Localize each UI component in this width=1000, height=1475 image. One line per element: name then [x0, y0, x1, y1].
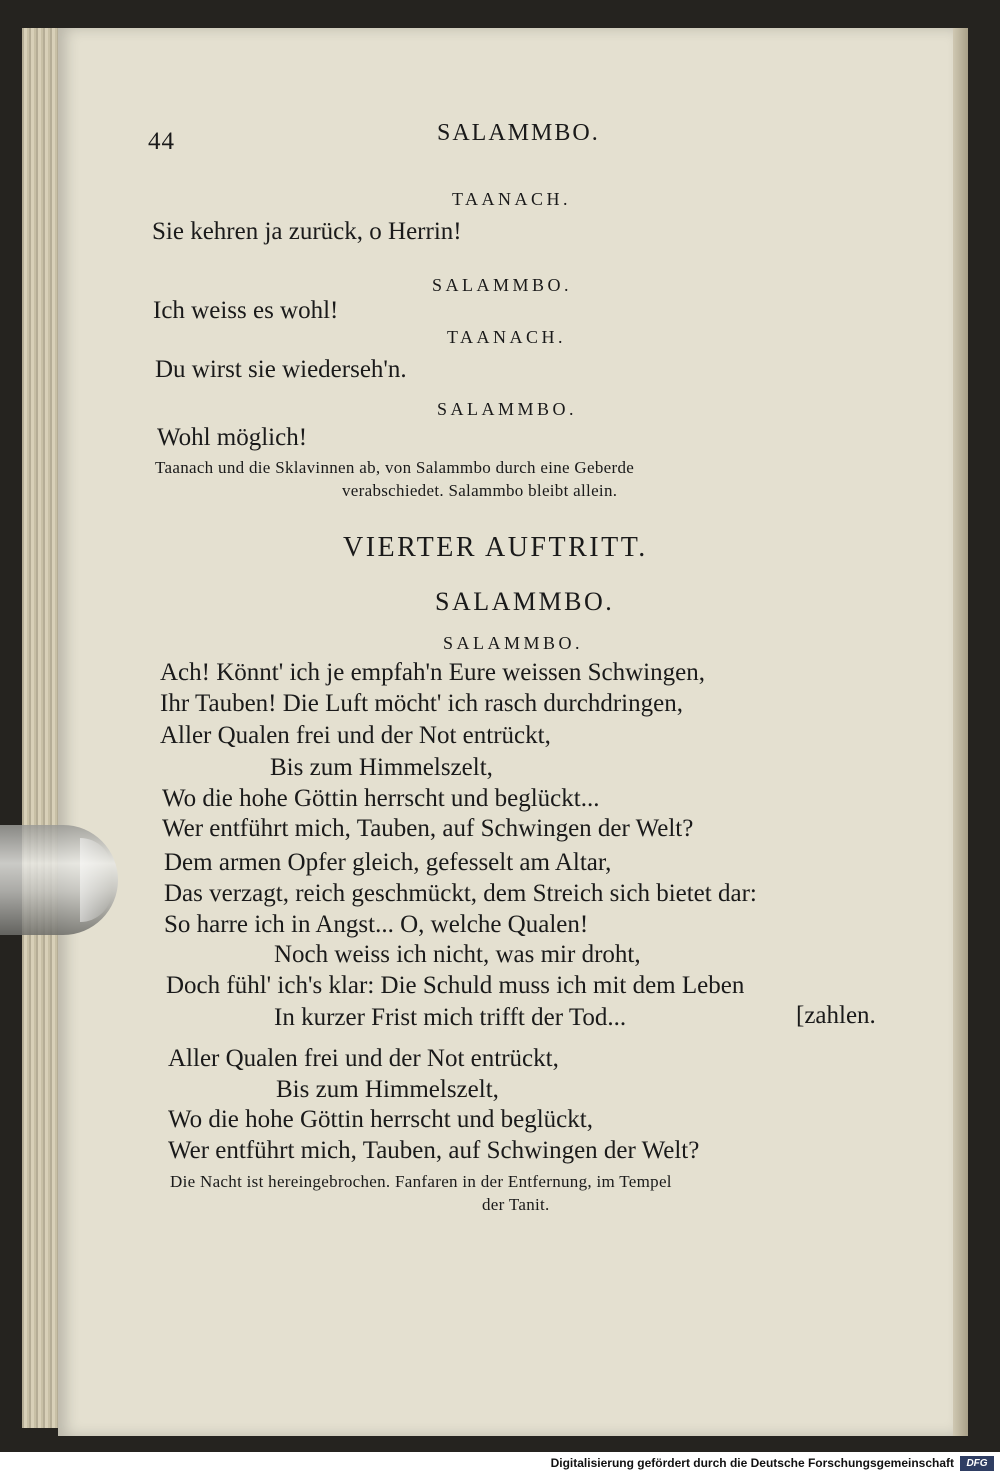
running-title: SALAMMBO.	[437, 120, 600, 146]
dfg-logo: DFG	[960, 1456, 994, 1471]
stage-direction-line: Die Nacht ist hereingebrochen. Fanfaren in der Entfernung, im Tempel	[170, 1172, 672, 1191]
verse-line: In kurzer Frist mich trifft der Tod...	[274, 1004, 627, 1031]
speaker-label: SALAMMBO.	[432, 275, 573, 295]
page-right-edge	[953, 28, 968, 1436]
stage-direction-line: verabschiedet. Salammbo bleibt allein.	[342, 481, 618, 500]
scene-characters: SALAMMBO.	[435, 587, 615, 616]
stage-direction-line: der Tanit.	[482, 1195, 550, 1214]
verse-line-continuation: [zahlen.	[796, 1002, 876, 1029]
dialogue-line: Ich weiss es wohl!	[153, 297, 339, 324]
verse-line: Doch fühl' ich's klar: Die Schuld muss ich mit dem Leben	[166, 972, 745, 999]
dialogue-line: Sie kehren ja zurück, o Herrin!	[152, 218, 462, 245]
verse-line: Aller Qualen frei und der Not entrückt,	[160, 722, 551, 749]
dialogue-line: Du wirst sie wiederseh'n.	[155, 356, 407, 383]
verse-line: So harre ich in Angst... O, welche Qualen!	[164, 911, 589, 938]
verse-line: Das verzagt, reich geschmückt, dem Streich sich bietet dar:	[164, 880, 757, 907]
speaker-label: TAANACH.	[452, 189, 572, 209]
verse-line: Wo die hohe Göttin herrscht und beglückt...	[162, 785, 600, 812]
verse-line: Dem armen Opfer gleich, gefesselt am Altar,	[164, 849, 612, 876]
scene-heading: VIERTER AUFTRITT.	[343, 532, 648, 563]
verse-line: Noch weiss ich nicht, was mir droht,	[274, 941, 641, 968]
verse-line: Bis zum Himmelszelt,	[276, 1076, 499, 1103]
verse-line: Aller Qualen frei und der Not entrückt,	[168, 1045, 559, 1072]
stage-direction-line: Taanach und die Sklavinnen ab, von Salammbo durch eine Geberde	[155, 458, 635, 477]
speaker-label: TAANACH.	[447, 327, 567, 347]
page-number: 44	[148, 128, 175, 155]
funding-credit: Digitalisierung gefördert durch die Deutsche Forschungsgemeinschaft	[550, 1456, 954, 1470]
speaker-label: SALAMMBO.	[437, 399, 578, 419]
verse-line: Wer entführt mich, Tauben, auf Schwingen der Welt?	[168, 1137, 700, 1164]
dialogue-line: Wohl möglich!	[157, 424, 308, 451]
verse-line: Ach! Könnt' ich je empfah'n Eure weissen Schwingen,	[160, 659, 705, 686]
speaker-label: SALAMMBO.	[443, 633, 584, 653]
verse-line: Bis zum Himmelszelt,	[270, 754, 493, 781]
verse-line: Ihr Tauben! Die Luft möcht' ich rasch durchdringen,	[160, 690, 683, 717]
verse-line: Wer entführt mich, Tauben, auf Schwingen der Welt?	[162, 815, 694, 842]
verse-line: Wo die hohe Göttin herrscht und beglückt,	[168, 1106, 593, 1133]
